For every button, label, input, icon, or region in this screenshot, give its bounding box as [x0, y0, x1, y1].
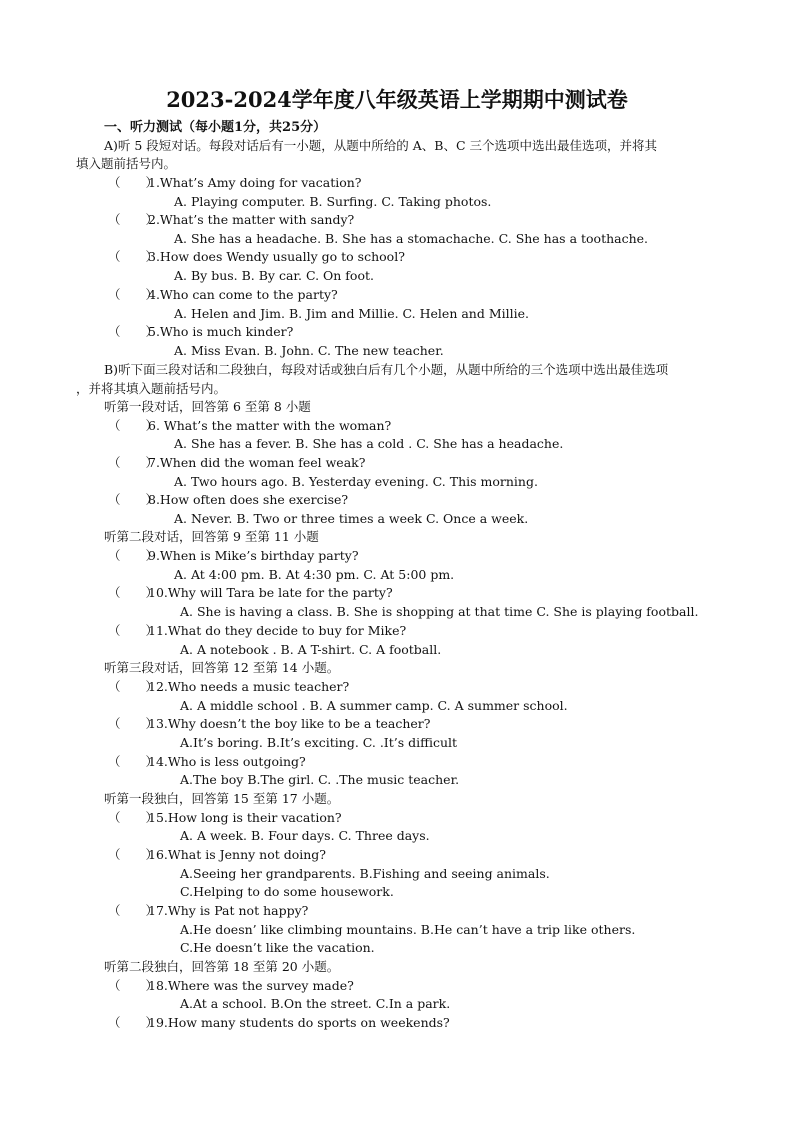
instruction-a-line2: 填入题前括号内。 [76, 156, 177, 171]
question-12 [108, 678, 349, 697]
question-text: 2.What’s the matter with sandy? [148, 212, 355, 227]
question-4 [108, 286, 338, 305]
question-text: 17.Why is Pat not happy? [148, 903, 309, 918]
answer-bracket[interactable]: （ ） [108, 418, 159, 433]
answer-bracket[interactable]: （ ） [108, 623, 159, 638]
options-16-line2: C.Helping to do some housework. [180, 884, 394, 899]
question-8 [108, 491, 348, 510]
question-text: 10.Why will Tara be late for the party? [148, 585, 393, 600]
options-17-line2: C.He doesn’t like the vacation. [180, 940, 375, 955]
answer-bracket[interactable]: （ ） [108, 1015, 159, 1030]
question-text: 8.How often does she exercise? [148, 492, 349, 507]
group-heading-2: 听第二段对话，回答第 9 至第 11 小题 [104, 529, 319, 544]
instruction-b-line1: B)听下面三段对话和二段独白，每段对话或独白后有几个小题，从题中所给的三个选项中选出最佳选项 [104, 362, 669, 377]
instruction-a-line1: A)听 5 段短对话。每段对话后有一小题，从题中所给的 A、B、C 三个选项中选出最佳选项，并将其 [104, 138, 658, 153]
options-17: A.He doesn’ like climbing mountains. B.He can’t have a trip like others. [180, 922, 636, 937]
answer-bracket[interactable]: （ ） [108, 679, 159, 694]
question-6 [108, 417, 391, 436]
answer-bracket[interactable]: （ ） [108, 249, 159, 264]
options-9: A. At 4:00 pm. B. At 4:30 pm. C. At 5:00 pm. [174, 567, 455, 582]
answer-bracket[interactable]: （ ） [108, 978, 159, 993]
question-text: 19.How many students do sports on weekends? [148, 1015, 450, 1030]
question-text: 1.What’s Amy doing for vacation? [148, 175, 362, 190]
question-text: 14.Who is less outgoing? [148, 754, 306, 769]
question-text: 15.How long is their vacation? [148, 810, 342, 825]
answer-bracket[interactable]: （ ） [108, 287, 159, 302]
options-4: A. Helen and Jim. B. Jim and Millie. C. Helen and Millie. [174, 306, 529, 321]
options-6: A. She has a fever. B. She has a cold . C. She has a headache. [174, 436, 564, 451]
answer-bracket[interactable]: （ ） [108, 455, 159, 470]
question-text: 7.When did the woman feel weak? [148, 455, 366, 470]
question-9 [108, 547, 359, 566]
answer-bracket[interactable]: （ ） [108, 548, 159, 563]
answer-bracket[interactable]: （ ） [108, 716, 159, 731]
question-text: 11.What do they decide to buy for Mike? [148, 623, 407, 638]
question-17 [108, 902, 308, 921]
instruction-b-line2: ，并将其填入题前括号内。 [76, 381, 227, 396]
answer-bracket[interactable]: （ ） [108, 754, 159, 769]
answer-bracket[interactable]: （ ） [108, 324, 159, 339]
page-title: 2023-2024学年度八年级英语上学期期中测试卷 [166, 87, 628, 112]
question-2 [108, 211, 354, 230]
answer-bracket[interactable]: （ ） [108, 585, 159, 600]
options-10: A. She is having a class. B. She is shopping at that time C. She is playing football. [180, 604, 699, 619]
question-text: 18.Where was the survey made? [148, 978, 354, 993]
question-text: 12.Who needs a music teacher? [148, 679, 350, 694]
options-18: A.At a school. B.On the street. C.In a park. [180, 996, 451, 1011]
question-14 [108, 753, 306, 772]
options-16: A.Seeing her grandparents. B.Fishing and seeing animals. [180, 866, 550, 881]
question-text: 6. What’s the matter with the woman? [148, 418, 392, 433]
question-13 [108, 715, 430, 734]
question-text: 16.What is Jenny not doing? [148, 847, 327, 862]
options-7: A. Two hours ago. B. Yesterday evening. C. This morning. [174, 474, 538, 489]
question-19 [108, 1014, 450, 1033]
group-heading-1: 听第一段对话，回答第 6 至第 8 小题 [104, 399, 311, 414]
options-5: A. Miss Evan. B. John. C. The new teacher. [174, 343, 444, 358]
answer-bracket[interactable]: （ ） [108, 212, 159, 227]
question-18 [108, 977, 354, 996]
options-8: A. Never. B. Two or three times a week C. Once a week. [174, 511, 529, 526]
answer-bracket[interactable]: （ ） [108, 810, 159, 825]
question-text: 3.How does Wendy usually go to school? [148, 249, 405, 264]
group-heading-5: 听第二段独白，回答第 18 至第 20 小题。 [104, 959, 340, 974]
options-2: A. She has a headache. B. She has a stomachache. C. She has a toothache. [174, 231, 649, 246]
group-heading-4: 听第一段独白，回答第 15 至第 17 小题。 [104, 791, 340, 806]
options-15: A. A week. B. Four days. C. Three days. [180, 828, 430, 843]
question-16 [108, 846, 326, 865]
question-11 [108, 622, 406, 641]
question-7 [108, 454, 365, 473]
options-12: A. A middle school . B. A summer camp. C. A summer school. [180, 698, 568, 713]
question-text: 9.When is Mike’s birthday party? [148, 548, 359, 563]
answer-bracket[interactable]: （ ） [108, 847, 159, 862]
answer-bracket[interactable]: （ ） [108, 492, 159, 507]
answer-bracket[interactable]: （ ） [108, 175, 159, 190]
question-text: 5.Who is much kinder? [148, 324, 294, 339]
options-13: A.It’s boring. B.It’s exciting. C. .It’s difficult [180, 735, 458, 750]
question-10 [108, 584, 393, 603]
answer-bracket[interactable]: （ ） [108, 903, 159, 918]
question-text: 13.Why doesn’t the boy like to be a teacher? [148, 716, 431, 731]
question-5 [108, 323, 293, 342]
question-15 [108, 809, 342, 828]
options-1: A. Playing computer. B. Surfing. C. Taking photos. [174, 194, 492, 209]
question-text: 4.Who can come to the party? [148, 287, 338, 302]
group-heading-3: 听第三段对话，回答第 12 至第 14 小题。 [104, 660, 340, 675]
section-listening: 一、听力测试（每小题1分，共25分） [104, 120, 327, 135]
question-3 [108, 248, 405, 267]
question-1 [108, 174, 362, 193]
options-3: A. By bus. B. By car. C. On foot. [174, 268, 374, 283]
options-14: A.The boy B.The girl. C. .The music teacher. [180, 772, 460, 787]
options-11: A. A notebook . B. A T-shirt. C. A football. [180, 642, 442, 657]
